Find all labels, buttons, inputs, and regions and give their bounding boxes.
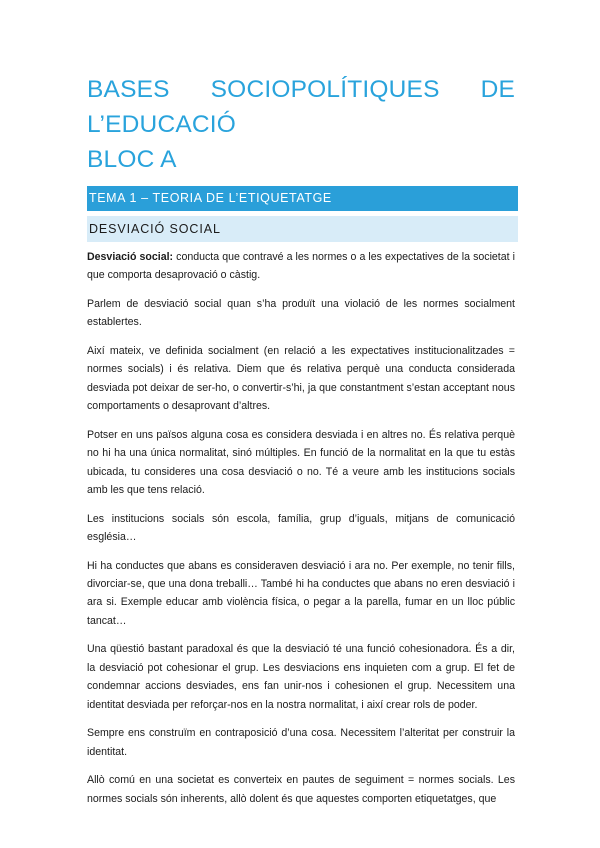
definition-text: conducta que contravé a les normes o a les expectatives de la societat i que comporta desaprovació o càstig. <box>87 251 515 282</box>
title-word-2: SOCIOPOLÍTIQUES <box>210 76 440 103</box>
paragraph: Potser en uns països alguna cosa es considera desviada i en altres no. És relativa perquè no hi ha una única normalitat, sinó múltiples. En funció de la normalitat en la que tu estàs ubicada, tu consideres una cosa desviació o no. Té a veure amb les institucions socials amb les que tens relació. <box>87 428 515 497</box>
body-text <box>87 248 515 818</box>
title-word-1: BASES <box>87 76 170 103</box>
document-title-line-3: BLOC A <box>87 146 177 173</box>
tema-heading: TEMA 1 – TEORIA DE L’ETIQUETATGE <box>87 186 518 211</box>
document-title-line-1 <box>87 73 515 107</box>
paragraph: Les institucions socials són escola, família, grup d’iguals, mitjans de comunicació església… <box>87 512 515 544</box>
paragraph: Una qüestió bastant paradoxal és que la desviació té una funció cohesionadora. És a dir, la desviació pot cohesionar el grup. Les desviacions ens inquieten com a grup. El fet de condemnar accions desviades, ens fan unir-nos i cohesionen el grup. Necessitem una identitat desviada per reforçar-nos en la nostra normalitat, i així crear rols de poder. <box>87 643 515 711</box>
paragraph: Així mateix, ve definida socialment (en relació a les expectatives institucionalitzades = normes socials) i és relativa. Diem que és relativa perquè una conducta considerada desviada pot deixar de ser-ho, o convertir-s’hi, ja que constantment s’estan acceptant nous comportaments o desaprovant d’altres. <box>87 345 515 413</box>
paragraph: Hi ha conductes que abans es consideraven desviació i ara no. Per exemple, no tenir fills, divorciar-se, que una dona treballi… També hi ha conductes que abans no eren desviació i ara si. Exemple educar amb violència física, o pegar a la parella, fumar en un lloc públic tancat… <box>87 559 515 627</box>
document-title-line-2: L’EDUCACIÓ <box>87 111 237 138</box>
definition-term: Desviació social: <box>87 251 174 263</box>
section-heading: DESVIACIÓ SOCIAL <box>87 216 518 242</box>
paragraph: Parlem de desviació social quan s’ha produït una violació de les normes socialment establertes. <box>87 298 515 329</box>
paragraph: Allò comú en una societat es converteix en pautes de seguiment = normes socials. Les normes socials són inherents, allò dolent és que aquestes comporten etiquetatges, que <box>87 774 515 805</box>
paragraph <box>87 248 515 285</box>
paragraph: Sempre ens construïm en contraposició d’una cosa. Necessitem l’alteritat per construir la identitat. <box>87 727 515 758</box>
title-word-3: DE <box>480 76 515 103</box>
